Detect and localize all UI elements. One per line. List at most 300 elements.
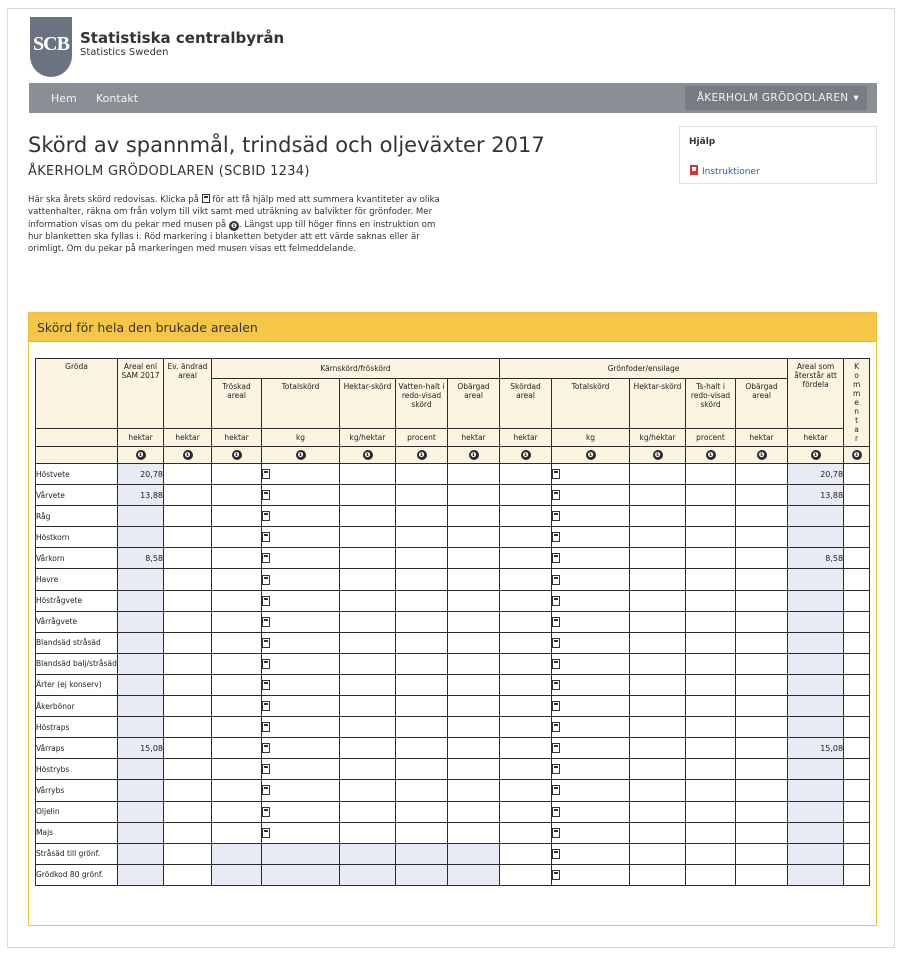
table-row	[36, 464, 870, 485]
gron-totalskord-input[interactable]	[552, 759, 630, 780]
gron-input[interactable]	[500, 485, 552, 506]
gron-input[interactable]	[686, 506, 736, 527]
karn-input[interactable]	[448, 611, 500, 632]
calculator-icon[interactable]	[552, 596, 560, 606]
calculator-icon[interactable]	[262, 743, 270, 753]
gron-hektarskord-value	[630, 843, 686, 864]
karn-input[interactable]	[396, 653, 448, 674]
areal-kvar-value: 8,58	[788, 548, 844, 569]
ev-andrad-input[interactable]	[164, 674, 212, 695]
nav-home-link[interactable]: Hem	[51, 92, 77, 105]
gron-input[interactable]	[736, 653, 788, 674]
karn-input[interactable]	[212, 674, 262, 695]
gron-input[interactable]	[686, 569, 736, 590]
karn-input[interactable]	[212, 464, 262, 485]
gron-input[interactable]	[500, 738, 552, 759]
gron-input[interactable]	[736, 590, 788, 611]
karn-input[interactable]	[212, 527, 262, 548]
calculator-icon[interactable]	[262, 807, 270, 817]
areal-kvar-value	[788, 759, 844, 780]
gron-input[interactable]	[500, 464, 552, 485]
gron-input[interactable]	[500, 569, 552, 590]
ev-andrad-input[interactable]	[164, 506, 212, 527]
gron-input[interactable]	[686, 738, 736, 759]
header-karnskord-group: Kärnskörd/fröskörd	[212, 359, 500, 379]
kommentar-input[interactable]	[844, 674, 870, 695]
calculator-icon[interactable]	[262, 785, 270, 795]
gron-input[interactable]	[736, 801, 788, 822]
user-name: ÅKERHOLM GRÖDODLAREN	[696, 92, 849, 104]
calculator-icon[interactable]	[552, 553, 560, 563]
karn-input[interactable]	[448, 464, 500, 485]
gron-input[interactable]	[736, 674, 788, 695]
gron-input[interactable]	[500, 611, 552, 632]
gron-input[interactable]	[686, 864, 736, 885]
calculator-icon[interactable]	[262, 828, 270, 838]
karn-totalskord-input[interactable]	[262, 548, 340, 569]
karn-input[interactable]	[396, 632, 448, 653]
karn-totalskord-input[interactable]	[262, 464, 340, 485]
calculator-icon[interactable]	[262, 532, 270, 542]
karn-totalskord-input[interactable]	[262, 738, 340, 759]
gron-totalskord-input[interactable]	[552, 485, 630, 506]
kommentar-input[interactable]	[844, 696, 870, 717]
gron-input[interactable]	[500, 632, 552, 653]
gron-input[interactable]	[500, 696, 552, 717]
karn-totalskord-input[interactable]	[262, 632, 340, 653]
kommentar-input[interactable]	[844, 864, 870, 885]
gron-input[interactable]	[500, 780, 552, 801]
info-icon[interactable]: ❶	[852, 450, 862, 460]
karn-hektarskord-value	[340, 548, 396, 569]
gron-input[interactable]	[736, 569, 788, 590]
areal-kvar-value	[788, 717, 844, 738]
areal-sam-value: 20,78	[118, 464, 164, 485]
gron-input[interactable]	[500, 674, 552, 695]
table-row	[36, 590, 870, 611]
gron-input[interactable]	[736, 696, 788, 717]
calculator-icon[interactable]	[552, 638, 560, 648]
calculator-icon[interactable]	[262, 490, 270, 500]
calculator-icon[interactable]	[262, 722, 270, 732]
table-row	[36, 485, 870, 506]
ev-andrad-input[interactable]	[164, 611, 212, 632]
calculator-icon[interactable]	[552, 617, 560, 627]
karn-hektarskord-value	[340, 611, 396, 632]
gron-totalskord-input[interactable]	[552, 527, 630, 548]
karn-input[interactable]	[212, 485, 262, 506]
karn-input[interactable]	[396, 527, 448, 548]
kommentar-input[interactable]	[844, 717, 870, 738]
gron-input[interactable]	[736, 632, 788, 653]
gron-input[interactable]	[500, 759, 552, 780]
karn-input[interactable]	[396, 759, 448, 780]
karn-input[interactable]	[212, 717, 262, 738]
info-icon[interactable]: ❶	[653, 450, 663, 460]
kommentar-input[interactable]	[844, 506, 870, 527]
calculator-icon[interactable]	[552, 511, 560, 521]
gron-hektarskord-value	[630, 759, 686, 780]
unit-cell: kg	[262, 429, 340, 447]
calculator-icon[interactable]	[552, 469, 560, 479]
calculator-icon[interactable]	[552, 849, 560, 859]
karn-totalskord-input[interactable]	[262, 611, 340, 632]
karn-input[interactable]	[448, 590, 500, 611]
calculator-icon[interactable]	[262, 701, 270, 711]
calculator-icon[interactable]	[552, 659, 560, 669]
gron-input[interactable]	[686, 843, 736, 864]
unit-cell: procent	[396, 429, 448, 447]
gron-totalskord-input[interactable]	[552, 590, 630, 611]
karn-input[interactable]	[448, 759, 500, 780]
gron-input[interactable]	[686, 611, 736, 632]
calculator-icon[interactable]	[262, 596, 270, 606]
info-icon[interactable]: ❶	[757, 450, 767, 460]
karn-totalskord-input[interactable]	[262, 590, 340, 611]
kommentar-input[interactable]	[844, 653, 870, 674]
crop-name: Höstrågvete	[36, 590, 118, 611]
ev-andrad-input[interactable]	[164, 759, 212, 780]
calculator-icon[interactable]	[552, 743, 560, 753]
gron-input[interactable]	[500, 822, 552, 843]
ev-andrad-input[interactable]	[164, 864, 212, 885]
calculator-icon[interactable]	[552, 490, 560, 500]
calculator-icon[interactable]	[552, 701, 560, 711]
karn-input[interactable]	[212, 548, 262, 569]
ev-andrad-input[interactable]	[164, 822, 212, 843]
karn-input[interactable]	[396, 464, 448, 485]
ev-andrad-input[interactable]	[164, 696, 212, 717]
info-icon[interactable]: ❶	[811, 450, 821, 460]
gron-input[interactable]	[686, 801, 736, 822]
gron-input[interactable]	[686, 485, 736, 506]
gron-input[interactable]	[736, 506, 788, 527]
calculator-icon[interactable]	[552, 575, 560, 585]
karn-totalskord-input[interactable]	[262, 527, 340, 548]
areal-kvar-value	[788, 864, 844, 885]
kommentar-input[interactable]	[844, 569, 870, 590]
calculator-icon[interactable]	[262, 638, 270, 648]
gron-input[interactable]	[500, 590, 552, 611]
karn-input[interactable]	[396, 801, 448, 822]
karn-totalskord-input[interactable]	[262, 569, 340, 590]
gron-totalskord-input[interactable]	[552, 506, 630, 527]
info-cell	[788, 447, 844, 464]
gron-totalskord-input[interactable]	[552, 464, 630, 485]
gron-totalskord-input[interactable]	[552, 653, 630, 674]
ev-andrad-input[interactable]	[164, 738, 212, 759]
kommentar-input[interactable]	[844, 485, 870, 506]
gron-input[interactable]	[686, 780, 736, 801]
kommentar-input[interactable]	[844, 527, 870, 548]
calculator-icon[interactable]	[552, 722, 560, 732]
karn-input[interactable]	[448, 674, 500, 695]
gron-input[interactable]	[500, 527, 552, 548]
karn-input[interactable]	[212, 822, 262, 843]
gron-input[interactable]	[686, 717, 736, 738]
help-box	[679, 126, 877, 184]
areal-kvar-value	[788, 674, 844, 695]
karn-input[interactable]	[396, 696, 448, 717]
ev-andrad-input[interactable]	[164, 569, 212, 590]
karn-totalskord-input[interactable]	[262, 696, 340, 717]
karn-input[interactable]	[448, 653, 500, 674]
karn-input[interactable]	[212, 590, 262, 611]
header-karn-col-1: Totalskörd	[262, 379, 340, 429]
gron-input[interactable]	[736, 527, 788, 548]
gron-input[interactable]	[686, 696, 736, 717]
karn-input[interactable]	[212, 780, 262, 801]
gron-input[interactable]	[686, 653, 736, 674]
gron-hektarskord-value	[630, 780, 686, 801]
gron-input[interactable]	[500, 801, 552, 822]
table-row	[36, 717, 870, 738]
crop-name: Höstraps	[36, 717, 118, 738]
karn-input[interactable]	[212, 696, 262, 717]
instructions-link[interactable]	[690, 165, 760, 177]
ev-andrad-input[interactable]	[164, 632, 212, 653]
karn-input[interactable]	[212, 759, 262, 780]
karn-input[interactable]	[448, 801, 500, 822]
karn-totalskord-input[interactable]	[262, 759, 340, 780]
gron-totalskord-input[interactable]	[552, 864, 630, 885]
karn-input[interactable]	[212, 611, 262, 632]
karn-totalskord-input[interactable]	[262, 717, 340, 738]
karn-input[interactable]	[448, 485, 500, 506]
karn-totalskord-input[interactable]	[262, 674, 340, 695]
karn-input[interactable]	[448, 717, 500, 738]
areal-sam-value	[118, 569, 164, 590]
karn-hektarskord-value	[340, 590, 396, 611]
karn-input[interactable]	[448, 569, 500, 590]
areal-kvar-value	[788, 696, 844, 717]
karn-input[interactable]	[396, 717, 448, 738]
calculator-icon[interactable]	[552, 828, 560, 838]
gron-totalskord-input[interactable]	[552, 632, 630, 653]
karn-input[interactable]	[396, 506, 448, 527]
gron-totalskord-input[interactable]	[552, 780, 630, 801]
areal-sam-value	[118, 717, 164, 738]
karn-input[interactable]	[448, 738, 500, 759]
calculator-icon	[202, 194, 210, 203]
calculator-icon[interactable]	[552, 870, 560, 880]
ev-andrad-input[interactable]	[164, 653, 212, 674]
gron-totalskord-input[interactable]	[552, 674, 630, 695]
info-icon[interactable]: ❶	[521, 450, 531, 460]
ev-andrad-input[interactable]	[164, 485, 212, 506]
gron-input[interactable]	[736, 822, 788, 843]
gron-totalskord-input[interactable]	[552, 801, 630, 822]
karn-hektarskord-value	[340, 759, 396, 780]
gron-input[interactable]	[686, 674, 736, 695]
info-icon[interactable]: ❶	[417, 450, 427, 460]
karn-hektarskord-value	[340, 506, 396, 527]
karn-totalskord-input[interactable]	[262, 506, 340, 527]
kommentar-input[interactable]	[844, 822, 870, 843]
gron-input[interactable]	[736, 843, 788, 864]
info-icon[interactable]: ❶	[183, 450, 193, 460]
calculator-icon[interactable]	[552, 764, 560, 774]
gron-totalskord-input[interactable]	[552, 717, 630, 738]
gron-input[interactable]	[500, 843, 552, 864]
gron-input[interactable]	[736, 864, 788, 885]
kommentar-input[interactable]	[844, 548, 870, 569]
calculator-icon[interactable]	[552, 680, 560, 690]
gron-totalskord-input[interactable]	[552, 822, 630, 843]
calculator-icon[interactable]	[262, 469, 270, 479]
gron-totalskord-input[interactable]	[552, 843, 630, 864]
crop-name: Majs	[36, 822, 118, 843]
karn-input[interactable]	[396, 780, 448, 801]
user-menu[interactable]	[685, 86, 867, 110]
info-icon[interactable]: ❶	[136, 450, 146, 460]
info-icon[interactable]: ❶	[469, 450, 479, 460]
gron-totalskord-input[interactable]	[552, 696, 630, 717]
calculator-icon[interactable]	[552, 785, 560, 795]
header-gron-col-4: Obärgad areal	[736, 379, 788, 429]
karn-input[interactable]	[212, 653, 262, 674]
gron-input[interactable]	[686, 590, 736, 611]
calculator-icon[interactable]	[262, 659, 270, 669]
gron-input[interactable]	[736, 759, 788, 780]
ev-andrad-input[interactable]	[164, 717, 212, 738]
gron-totalskord-input[interactable]	[552, 738, 630, 759]
karn-input[interactable]	[396, 674, 448, 695]
unit-cell: hektar	[788, 429, 844, 447]
gron-input[interactable]	[500, 653, 552, 674]
gron-input[interactable]	[736, 780, 788, 801]
gron-input[interactable]	[500, 548, 552, 569]
karn-input[interactable]	[396, 822, 448, 843]
karn-input[interactable]	[448, 822, 500, 843]
karn-input[interactable]	[448, 548, 500, 569]
gron-input[interactable]	[686, 464, 736, 485]
gron-totalskord-input[interactable]	[552, 569, 630, 590]
info-icon[interactable]: ❶	[296, 450, 306, 460]
calculator-icon[interactable]	[262, 575, 270, 585]
kommentar-input[interactable]	[844, 843, 870, 864]
gron-totalskord-input[interactable]	[552, 611, 630, 632]
karn-input[interactable]	[396, 611, 448, 632]
gron-input[interactable]	[686, 632, 736, 653]
gron-input[interactable]	[686, 759, 736, 780]
karn-input[interactable]	[212, 738, 262, 759]
karn-input[interactable]	[396, 485, 448, 506]
calculator-icon[interactable]	[262, 511, 270, 521]
calculator-icon[interactable]	[262, 764, 270, 774]
karn-totalskord-input[interactable]	[262, 485, 340, 506]
unit-cell: hektar	[164, 429, 212, 447]
ev-andrad-input[interactable]	[164, 527, 212, 548]
nav-contact-link[interactable]: Kontakt	[96, 92, 139, 105]
calculator-icon[interactable]	[552, 807, 560, 817]
karn-input[interactable]	[396, 569, 448, 590]
info-icon[interactable]: ❶	[232, 450, 242, 460]
karn-input[interactable]	[448, 696, 500, 717]
karn-totalskord-input[interactable]	[262, 780, 340, 801]
kommentar-input[interactable]	[844, 759, 870, 780]
info-icon[interactable]: ❶	[586, 450, 596, 460]
header-gron-col-0: Skördad areal	[500, 379, 552, 429]
calculator-icon[interactable]	[262, 617, 270, 627]
unit-cell: hektar	[448, 429, 500, 447]
karn-input[interactable]	[396, 590, 448, 611]
calculator-icon[interactable]	[262, 680, 270, 690]
page-title: Skörd av spannmål, trindsäd och oljeväxter 2017	[28, 133, 545, 157]
kommentar-input[interactable]	[844, 464, 870, 485]
table-row	[36, 780, 870, 801]
karn-disabled-cell	[262, 843, 340, 864]
info-cell	[500, 447, 552, 464]
ev-andrad-input[interactable]	[164, 590, 212, 611]
info-icon[interactable]: ❶	[363, 450, 373, 460]
gron-input[interactable]	[686, 548, 736, 569]
page-subtitle: ÅKERHOLM GRÖDODLAREN (SCBID 1234)	[28, 164, 310, 179]
areal-kvar-value	[788, 611, 844, 632]
kommentar-input[interactable]	[844, 632, 870, 653]
kommentar-input[interactable]	[844, 611, 870, 632]
karn-totalskord-input[interactable]	[262, 822, 340, 843]
info-cell	[686, 447, 736, 464]
areal-kvar-value	[788, 843, 844, 864]
karn-input[interactable]	[448, 527, 500, 548]
gron-input[interactable]	[736, 548, 788, 569]
gron-input[interactable]	[500, 864, 552, 885]
gron-input[interactable]	[736, 717, 788, 738]
kommentar-input[interactable]	[844, 801, 870, 822]
karn-totalskord-input[interactable]	[262, 653, 340, 674]
gron-input[interactable]	[736, 464, 788, 485]
kommentar-input[interactable]	[844, 780, 870, 801]
ev-andrad-input[interactable]	[164, 464, 212, 485]
karn-input[interactable]	[212, 506, 262, 527]
karn-input[interactable]	[212, 801, 262, 822]
gron-hektarskord-value	[630, 527, 686, 548]
ev-andrad-input[interactable]	[164, 843, 212, 864]
gron-input[interactable]	[736, 611, 788, 632]
gron-input[interactable]	[736, 738, 788, 759]
calculator-icon[interactable]	[552, 532, 560, 542]
header-kommentar	[844, 359, 870, 447]
gron-input[interactable]	[736, 485, 788, 506]
karn-input[interactable]	[396, 738, 448, 759]
gron-input[interactable]	[500, 506, 552, 527]
chevron-down-icon: ▾	[853, 92, 859, 104]
gron-totalskord-input[interactable]	[552, 548, 630, 569]
ev-andrad-input[interactable]	[164, 801, 212, 822]
info-icon: ❶	[229, 221, 239, 231]
karn-input[interactable]	[212, 569, 262, 590]
unit-cell: hektar	[736, 429, 788, 447]
gron-input[interactable]	[686, 527, 736, 548]
ev-andrad-input[interactable]	[164, 780, 212, 801]
karn-input[interactable]	[396, 548, 448, 569]
crop-name: Oljelin	[36, 801, 118, 822]
karn-input[interactable]	[448, 506, 500, 527]
karn-input[interactable]	[448, 780, 500, 801]
karn-input[interactable]	[212, 632, 262, 653]
karn-totalskord-input[interactable]	[262, 801, 340, 822]
gron-input[interactable]	[500, 717, 552, 738]
karn-input[interactable]	[448, 632, 500, 653]
table-row	[36, 696, 870, 717]
gron-input[interactable]	[686, 822, 736, 843]
ev-andrad-input[interactable]	[164, 548, 212, 569]
kommentar-input[interactable]	[844, 738, 870, 759]
info-icon[interactable]: ❶	[706, 450, 716, 460]
calculator-icon[interactable]	[262, 553, 270, 563]
kommentar-input[interactable]	[844, 590, 870, 611]
